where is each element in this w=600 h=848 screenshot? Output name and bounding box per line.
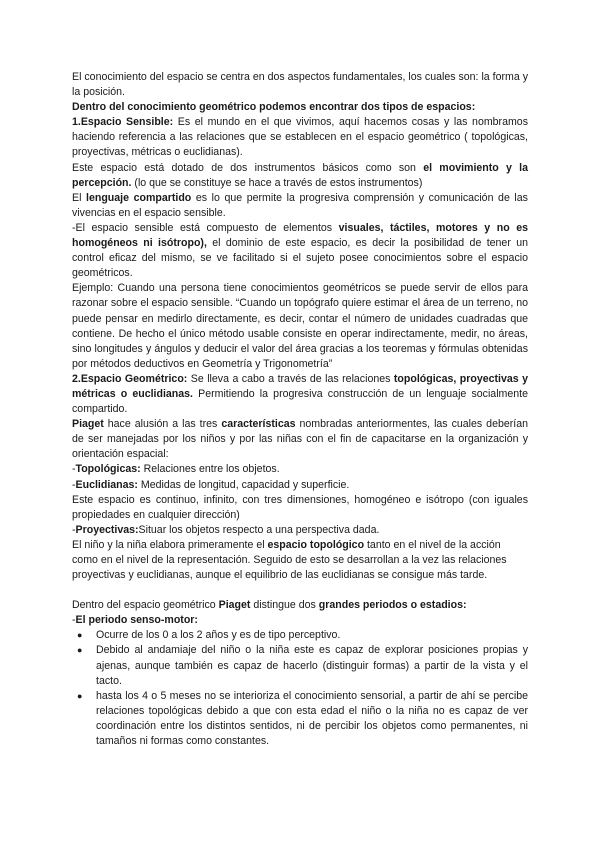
topologicas-dash: - bbox=[72, 463, 76, 476]
bullet-icon: ● bbox=[77, 690, 83, 701]
estadios-text-2: distingue dos bbox=[250, 599, 319, 612]
topologicas-label: Topológicas: bbox=[75, 463, 141, 476]
espacio-sensible-title: 1.Espacio Sensible: bbox=[72, 116, 174, 129]
paragraph-piaget bbox=[72, 417, 528, 462]
paragraph-types-heading bbox=[72, 100, 528, 115]
espacio-geometrico-title: 2.Espacio Geométrico: bbox=[72, 372, 188, 385]
paragraph-topologicas bbox=[72, 462, 528, 477]
elementos-text-2: el dominio de este espacio, es decir la posibilidad de tener un control eficaz del mismo, se ve facilitado si el sujeto posee conocimientos sobre el espacio geométricos. bbox=[72, 237, 528, 280]
proyectivas-text: Situar los objetos respecto a una perspectiva dada. bbox=[138, 523, 380, 536]
proyectivas-label: Proyectivas: bbox=[75, 523, 139, 536]
nino-text-1: El niño y la niña elabora primeramente el bbox=[72, 538, 268, 551]
topologicas-text: Relaciones entre los objetos. bbox=[140, 463, 280, 476]
paragraph-espacio-sensible bbox=[72, 115, 528, 160]
instrumentos-text-1: Este espacio está dotado de dos instrumentos básicos como son bbox=[72, 161, 424, 174]
list-item-text: Debido al andamiaje del niño o la niña este es capaz de explorar posiciones propias y ajenas, aunque también es capaz de hacerlo (distinguir formas) a partir de la vista y el tacto. bbox=[96, 644, 528, 687]
paragraph-instrumentos bbox=[72, 161, 528, 191]
paragraph-estadios bbox=[72, 598, 528, 613]
senso-motor-dash: - bbox=[72, 614, 76, 627]
instrumentos-text-2: (lo que se constituye se hace a través de estos instrumentos) bbox=[131, 176, 423, 189]
paragraph-spacer bbox=[72, 583, 528, 598]
list-item bbox=[77, 628, 528, 643]
espacio-geometrico-bold: topológicas, proyectivas y métricas o euclidianas. bbox=[72, 372, 528, 400]
estadios-bold: grandes periodos o estadios: bbox=[318, 599, 467, 612]
list-item bbox=[77, 689, 528, 749]
euclidianas-dash: - bbox=[72, 478, 76, 491]
espacio-geometrico-text-2: Permitiendo la progresiva construcción de un lenguaje socialmente compartido. bbox=[72, 387, 528, 416]
paragraph-senso-motor bbox=[72, 613, 528, 628]
euclidianas-text: Medidas de longitud, capacidad y superficie. bbox=[137, 478, 350, 491]
paragraph-lenguaje bbox=[72, 191, 528, 221]
paragraph-euclidianas bbox=[72, 478, 528, 493]
piaget-text-2: nombradas anteriormentes, las cuales deberían de ser manejadas por los niños y por las niñas con el fin de capacitarse en la organización y orientación espacial: bbox=[72, 418, 529, 461]
senso-motor-list bbox=[72, 628, 528, 749]
proyectivas-dash: - bbox=[72, 523, 76, 536]
lenguaje-text-1: El bbox=[72, 191, 87, 204]
list-item-text: Ocurre de los 0 a los 2 años y es de tipo perceptivo. bbox=[96, 629, 341, 642]
types-heading-text: Dentro del conocimiento geométrico podemos encontrar dos tipos de espacios: bbox=[72, 101, 476, 114]
paragraph-nino bbox=[72, 538, 528, 583]
bullet-icon: ● bbox=[77, 645, 83, 656]
lenguaje-bold: lenguaje compartido bbox=[86, 191, 192, 204]
lenguaje-text-2: es lo que permite la progresiva comprensión y comunicación de las vivencias en el espacio sensible. bbox=[72, 191, 528, 219]
senso-motor-label: El periodo senso-motor: bbox=[75, 614, 198, 627]
piaget-name: Piaget bbox=[72, 418, 104, 431]
instrumentos-bold: el movimiento y la percepción. bbox=[72, 161, 529, 189]
espacio-sensible-text: Es el mundo en el que vivimos, aquí hacemos cosas y las nombramos haciendo referencia a las relaciones que se establecen en el espacio geométrico ( topológicas, proyectivas, métricas o euclidianas). bbox=[72, 116, 528, 159]
piaget-text-1: hace alusión a las tres bbox=[103, 418, 222, 431]
estadios-text-1: Dentro del espacio geométrico bbox=[72, 599, 219, 612]
list-item-text: hasta los 4 o 5 meses no se interioriza el conocimiento sensorial, a partir de ahí se percibe relaciones topológicas debido a que con esta edad el niño o la niña no es capaz de ver coordinación entre los distintos sentidos, ni de percibir los objetos como permanentes, ni tamaños ni formas como constantes. bbox=[96, 689, 528, 748]
paragraph-intro: El conocimiento del espacio se centra en dos aspectos fundamentales, los cuales son: la forma y la posición. bbox=[72, 71, 528, 99]
paragraph-proyectivas bbox=[72, 523, 528, 538]
paragraph-elementos bbox=[72, 221, 528, 281]
espacio-geometrico-text-1: Se lleva a cabo a través de las relaciones bbox=[187, 372, 394, 385]
estadios-piaget: Piaget bbox=[218, 599, 251, 612]
bullet-icon: ● bbox=[77, 630, 83, 641]
paragraph-espacio-geometrico bbox=[72, 372, 528, 417]
elementos-bold: visuales, táctiles, motores y no es homogéneos ni isótropo), bbox=[72, 221, 529, 250]
elementos-text-1: -El espacio sensible está compuesto de elementos bbox=[72, 221, 339, 234]
paragraph-ejemplo: Ejemplo: Cuando una persona tiene conocimientos geométricos se puede servir de ellos para razonar sobre el espacio sensible. “Cuando un topógrafo quiere estimar el área de un terreno, no puede pensar en medirlo directamente, es decir, contar el número de unidades cuadradas que contiene. De hecho el único método usable consiste en operar indirectamente, medir, no áreas, sino longitudes y ángulos y deducir el valor del área gracias a los teoremas y fórmulas obtenidas por métodos deductivos en Geometría y Trigonometría” bbox=[72, 282, 528, 370]
nino-bold: espacio topológico bbox=[267, 538, 365, 551]
piaget-bold: características bbox=[221, 418, 296, 431]
paragraph-continuo: Este espacio es continuo, infinito, con tres dimensiones, homogéneo e isótropo (con iguales propiedades en cualquier dirección) bbox=[72, 493, 528, 521]
euclidianas-label: Euclidianas: bbox=[75, 478, 138, 491]
list-item bbox=[77, 643, 528, 688]
nino-text-2: tanto en el nivel de la acción como en el nivel de la representación. Seguido de esto se desarrollan a la vez las relaciones proyectivas y euclidianas, aunque el equilibrio de las euclidianas se consigue más tarde. bbox=[72, 538, 507, 582]
